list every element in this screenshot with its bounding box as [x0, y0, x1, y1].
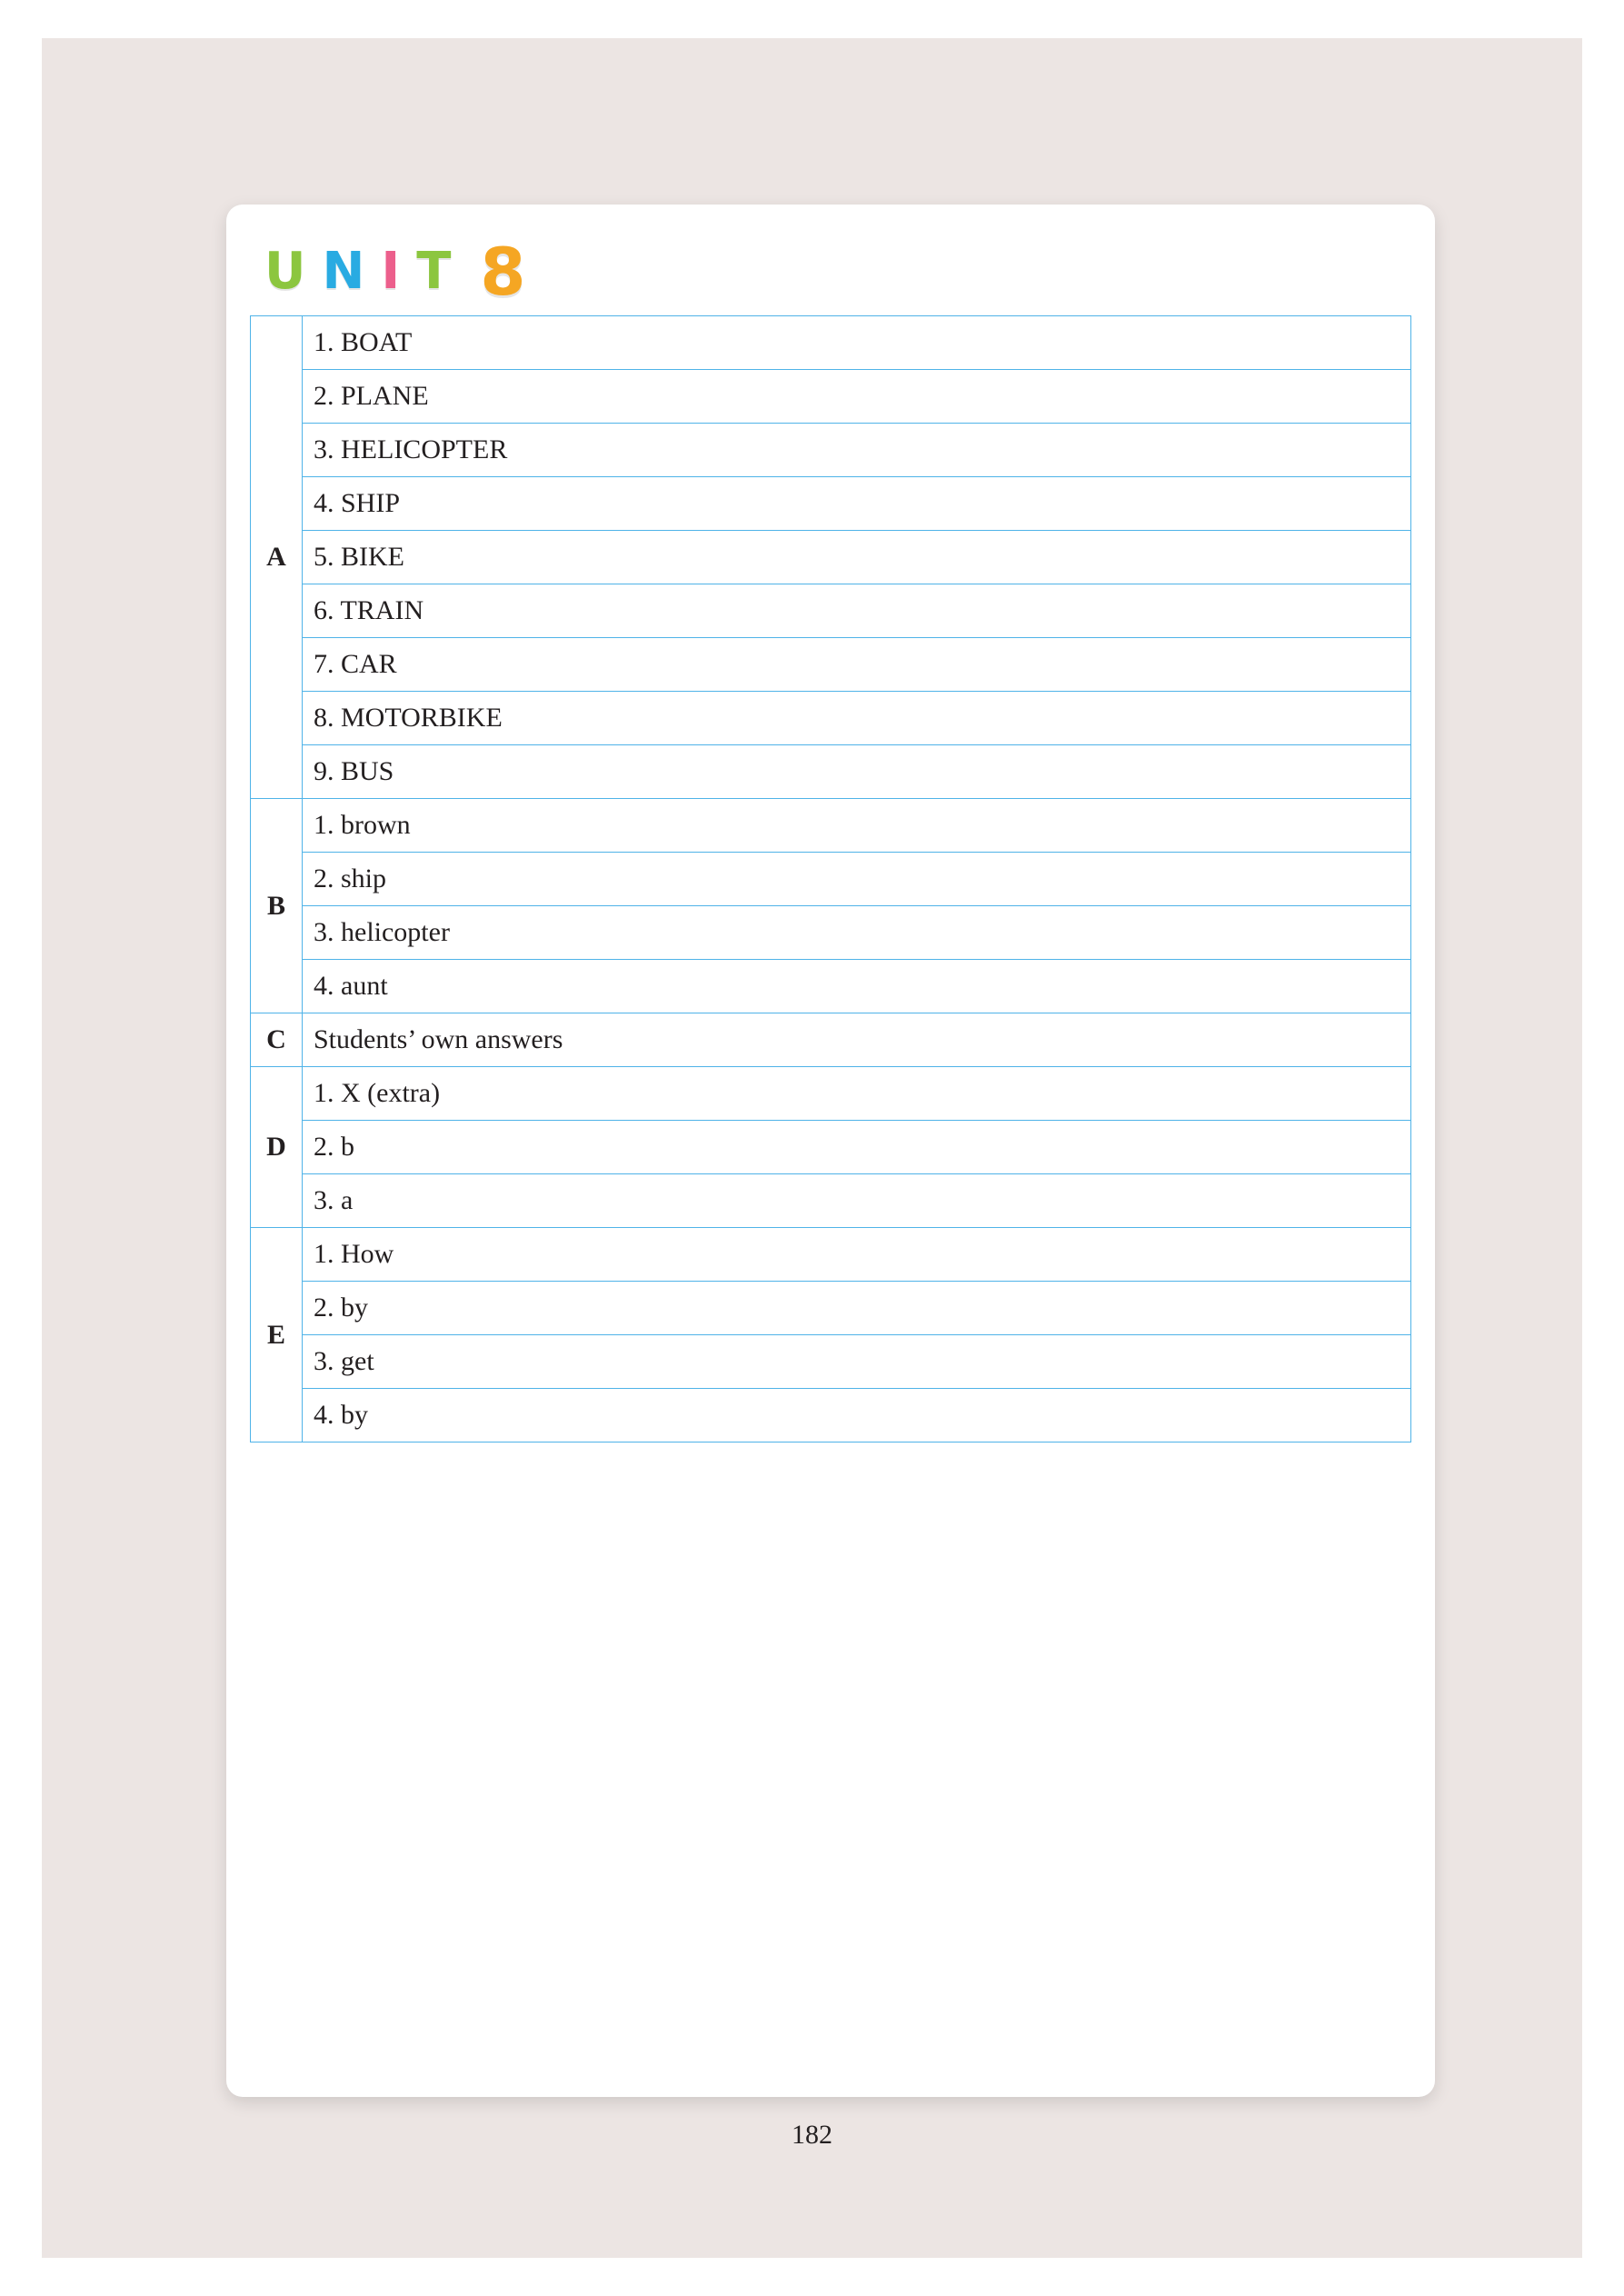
worksheet-sheet — [226, 205, 1435, 2097]
answer-cell: 6. TRAIN — [303, 584, 1411, 638]
table-row — [251, 1013, 1411, 1067]
answer-cell: 1. BOAT — [303, 316, 1411, 370]
section-letter-a: A — [251, 316, 303, 799]
table-row — [251, 1067, 1411, 1121]
table-row — [251, 1389, 1411, 1442]
table-row — [251, 1228, 1411, 1282]
answer-cell: 9. BUS — [303, 745, 1411, 799]
table-row — [251, 1174, 1411, 1228]
answer-cell: Students’ own answers — [303, 1013, 1411, 1067]
answer-cell: 3. helicopter — [303, 906, 1411, 960]
table-row — [251, 531, 1411, 584]
table-row — [251, 692, 1411, 745]
table-row — [251, 1335, 1411, 1389]
section-letter-e: E — [251, 1228, 303, 1442]
answer-cell: 3. a — [303, 1174, 1411, 1228]
unit-letter-u: U — [264, 242, 310, 301]
page-background — [42, 38, 1582, 2258]
answer-cell: 2. ship — [303, 853, 1411, 906]
answer-cell: 3. HELICOPTER — [303, 424, 1411, 477]
table-row — [251, 853, 1411, 906]
section-letter-c: C — [251, 1013, 303, 1067]
answer-cell: 2. b — [303, 1121, 1411, 1174]
answer-cell: 2. by — [303, 1282, 1411, 1335]
answer-cell: 3. get — [303, 1335, 1411, 1389]
answer-cell: 4. aunt — [303, 960, 1411, 1013]
table-row — [251, 1282, 1411, 1335]
answer-cell: 4. SHIP — [303, 477, 1411, 531]
page-number: 182 — [792, 2120, 832, 2150]
table-row — [251, 906, 1411, 960]
table-row — [251, 316, 1411, 370]
answer-key-table — [250, 315, 1411, 1442]
answer-cell: 4. by — [303, 1389, 1411, 1442]
answer-cell: 1. brown — [303, 799, 1411, 853]
table-row — [251, 1121, 1411, 1174]
table-row — [251, 477, 1411, 531]
answer-key-body — [251, 316, 1411, 1442]
table-row — [251, 638, 1411, 692]
answer-cell: 1. How — [303, 1228, 1411, 1282]
section-letter-b: B — [251, 799, 303, 1013]
answer-cell: 5. BIKE — [303, 531, 1411, 584]
table-row — [251, 745, 1411, 799]
table-row — [251, 584, 1411, 638]
answer-cell: 7. CAR — [303, 638, 1411, 692]
unit-letter-i: I — [381, 242, 404, 301]
unit-number: 8 — [480, 234, 526, 310]
section-letter-d: D — [251, 1067, 303, 1228]
table-row — [251, 799, 1411, 853]
unit-letter-n: N — [322, 242, 369, 301]
table-row — [251, 370, 1411, 424]
answer-cell: 2. PLANE — [303, 370, 1411, 424]
answer-cell: 8. MOTORBIKE — [303, 692, 1411, 745]
unit-letter-t: T — [416, 242, 455, 301]
answer-cell: 1. X (extra) — [303, 1067, 1411, 1121]
table-row — [251, 960, 1411, 1013]
table-row — [251, 424, 1411, 477]
unit-title — [264, 230, 526, 314]
